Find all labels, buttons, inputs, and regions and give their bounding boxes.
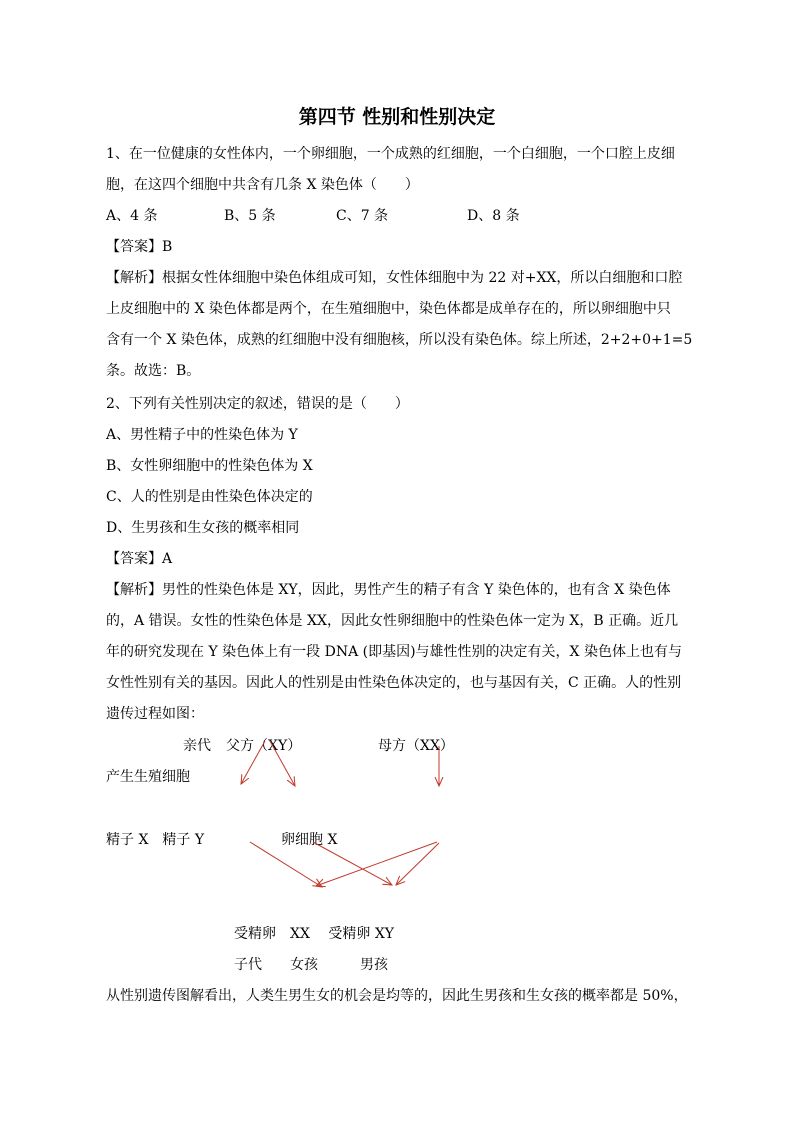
q1-analysis-line: 上皮细胞中的 X 染色体都是两个，在生殖细胞中，染色体都是成单存在的，所以卵细胞中只 xyxy=(106,301,671,317)
conclusion: 从性别遗传图解看出，人类生男生女的机会是均等的，因此生男孩和生女孩的概率都是 50%， xyxy=(106,988,688,1004)
q2-analysis-line: 女性性别有关的基因。因此人的性别是由性染色体决定的，也与基因有关，C 正确。人的性别 xyxy=(106,675,682,691)
q1-option-b: B、5 条 xyxy=(224,208,276,224)
diagram-offspring: 子代 女孩 男孩 xyxy=(234,957,388,973)
q1-analysis-line: 【解析】根据女性体细胞中染色体组成可知，女性体细胞中为 22 对+XX，所以白细胞和口腔 xyxy=(106,270,683,286)
q2-option-d: D、生男孩和生女孩的概率相同 xyxy=(106,520,300,536)
q1-option-c: C、7 条 xyxy=(336,208,389,224)
arrow-egg-to-xx xyxy=(316,842,437,886)
diagram-gametes-label: 产生生殖细胞 xyxy=(106,769,190,785)
q1-analysis-line: 含有一个 X 染色体，成熟的红细胞中没有细胞核，所以没有染色体。综上所述，2+2+0+1=5 xyxy=(106,332,693,348)
q2-option-a: A、男性精子中的性染色体为 Y xyxy=(106,427,298,443)
arrow-spermx-to-xx xyxy=(250,842,322,887)
q2-answer: 【答案】A xyxy=(106,551,173,567)
arrow-spermy-to-xy xyxy=(313,842,392,885)
diagram-father: 父方（XY） xyxy=(226,738,302,754)
q1-option-d: D、8 条 xyxy=(467,208,520,224)
diagram-parents-label: 亲代 xyxy=(183,738,211,754)
q1-answer: 【答案】B xyxy=(106,239,173,255)
q2-analysis-line: 的，A 错误。女性的性染色体是 XX，因此女性卵细胞中的性染色体一定为 X，B 正确。近几 xyxy=(106,613,679,629)
q1-analysis-line: 条。故选：B。 xyxy=(106,363,201,379)
q1-stem-line1: 1、在一位健康的女性体内，一个卵细胞，一个成熟的红细胞，一个白细胞，一个口腔上皮细 xyxy=(106,146,675,162)
q2-analysis-line: 遗传过程如图： xyxy=(106,706,204,722)
q1-stem-line2: 胞，在这四个细胞中共含有几条 X 染色体（ ） xyxy=(106,177,419,193)
q2-stem: 2、下列有关性别决定的叙述，错误的是（ ） xyxy=(106,396,409,412)
arrow-father-to-y xyxy=(270,741,295,786)
diagram-mother: 母方（XX） xyxy=(378,738,454,754)
diagram-zygotes: 受精卵 XX 受精卵 XY xyxy=(234,926,395,942)
q2-option-b: B、女性卵细胞中的性染色体为 X xyxy=(106,458,313,474)
q2-analysis-line: 年的研究发现在 Y 染色体上有一段 DNA (即基因)与雄性性别的决定有关，X 染色体上也有与 xyxy=(106,644,682,660)
diagram-sperm: 精子 X 精子 Y xyxy=(106,832,205,848)
diagram-egg: 卵细胞 X xyxy=(281,832,338,848)
q2-option-c: C、人的性别是由性染色体决定的 xyxy=(106,489,313,505)
arrow-father-to-x xyxy=(241,741,265,784)
page-title: 第四节 性别和性别决定 xyxy=(298,106,496,128)
q1-option-a: A、4 条 xyxy=(106,208,158,224)
q2-analysis-line: 【解析】男性的性染色体是 XY，因此，男性产生的精子有含 Y 染色体的，也有含 X 染色体 xyxy=(106,582,671,598)
